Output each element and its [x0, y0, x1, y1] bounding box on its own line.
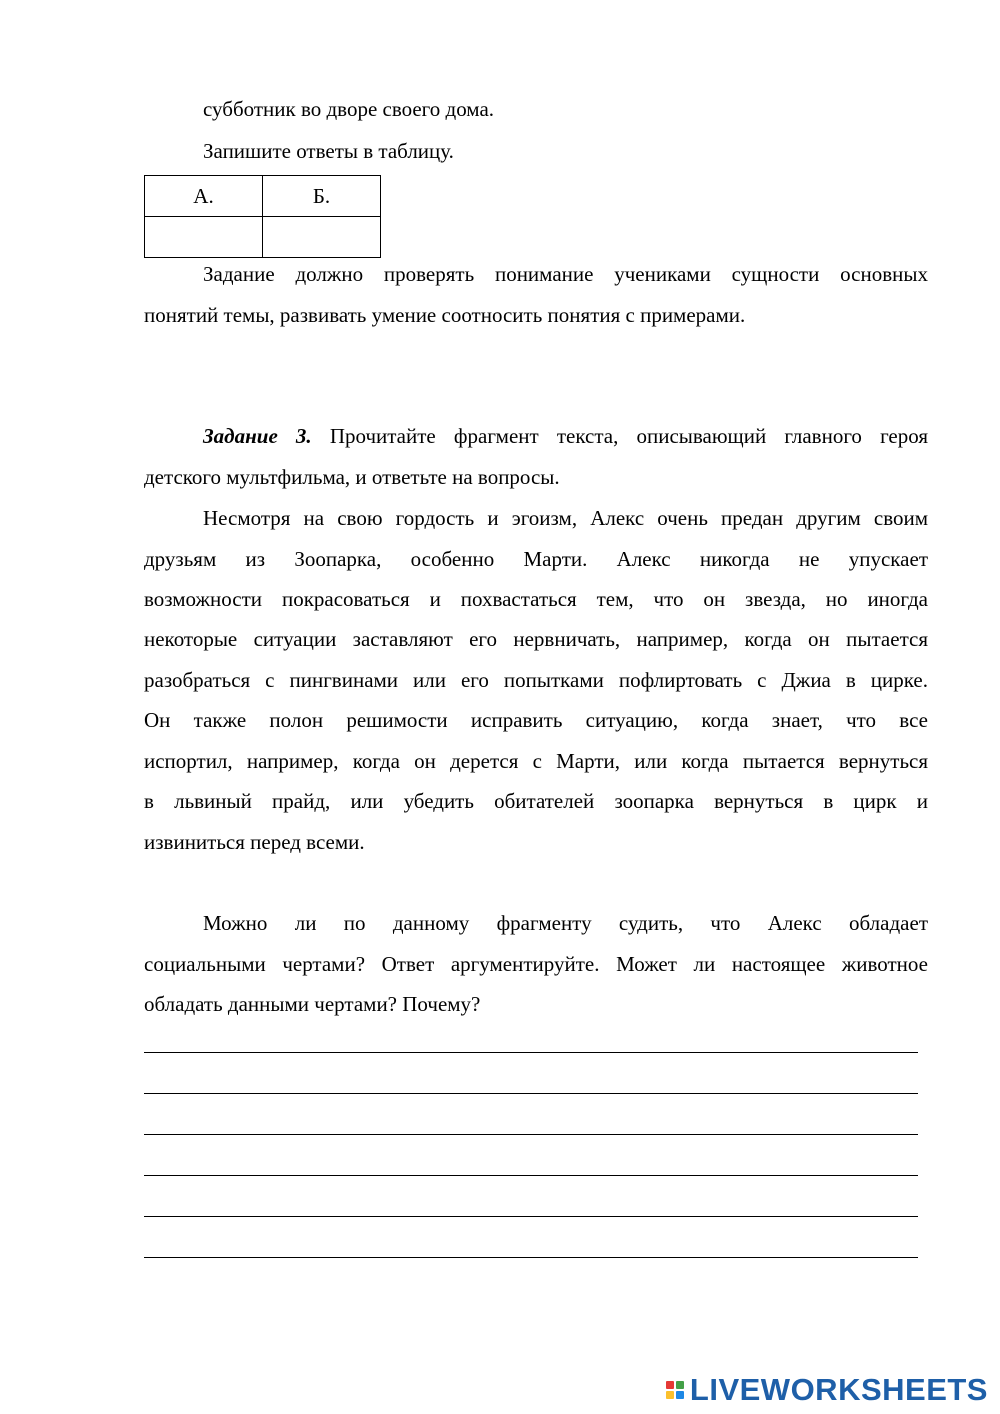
fragment-line-8: в львиный прайд, или убедить обитателей зоопарка вернуться в цирк и	[144, 789, 928, 813]
intro-line-2: Запишите ответы в таблицу.	[203, 139, 454, 163]
answer-line[interactable]	[144, 1216, 918, 1217]
fragment-line-4: некоторые ситуации заставляют его нервничать, например, когда он пытается	[144, 627, 928, 651]
logo-tile	[676, 1381, 684, 1389]
logo-text: LIVEWORKSHEETS	[689, 1372, 988, 1407]
answer-line[interactable]	[144, 1134, 918, 1135]
question-line-3: обладать данными чертами? Почему?	[144, 992, 481, 1016]
logo-tile	[666, 1391, 674, 1399]
fragment-line-6: Он также полон решимости исправить ситуацию, когда знает, что все	[144, 708, 928, 732]
answer-line[interactable]	[144, 1175, 918, 1176]
task-note-line-2: понятий темы, развивать умение соотносить понятия с примерами.	[144, 303, 746, 327]
question-line-2: социальными чертами? Ответ аргументируйте. Может ли настоящее животное	[144, 952, 928, 976]
answer-table-header-a: А.	[145, 176, 263, 217]
intro-line-1: субботник во дворе своего дома.	[203, 97, 495, 121]
fragment-line-2: друзьям из Зоопарка, особенно Марти. Алекс никогда не упускает	[144, 547, 928, 571]
fragment-line-1: Несмотря на свою гордость и эгоизм, Алекс очень предан другим своим	[203, 506, 928, 530]
answer-cell-b[interactable]	[263, 217, 381, 258]
task3-heading	[144, 416, 928, 456]
task3-intro-second: детского мультфильма, и ответьте на вопросы.	[144, 465, 560, 489]
answer-cell-a[interactable]	[145, 217, 263, 258]
task3-intro-first: Прочитайте фрагмент текста, описывающий главного героя	[311, 424, 928, 448]
logo-tile	[666, 1381, 674, 1389]
answer-table-header-b: Б.	[263, 176, 381, 217]
task3-label: Задание 3.	[203, 424, 312, 448]
liveworksheets-logo	[666, 1372, 988, 1408]
answer-line[interactable]	[144, 1093, 918, 1094]
answer-table	[144, 175, 381, 258]
liveworksheets-logo-icon	[666, 1381, 684, 1399]
task-note-line-1: Задание должно проверять понимание учениками сущности основных	[203, 262, 928, 286]
fragment-line-3: возможности покрасоваться и похвастаться тем, что он звезда, но иногда	[144, 587, 928, 611]
logo-tile	[676, 1391, 684, 1399]
fragment-line-7: испортил, например, когда он дерется с Марти, или когда пытается вернуться	[144, 749, 928, 773]
fragment-line-5: разобраться с пингвинами или его попытками пофлиртовать с Джиа в цирке.	[144, 668, 928, 692]
answer-line[interactable]	[144, 1052, 918, 1053]
fragment-line-9: извиниться перед всеми.	[144, 830, 365, 854]
answer-line[interactable]	[144, 1257, 918, 1258]
question-line-1: Можно ли по данному фрагменту судить, что Алекс обладает	[203, 911, 928, 935]
